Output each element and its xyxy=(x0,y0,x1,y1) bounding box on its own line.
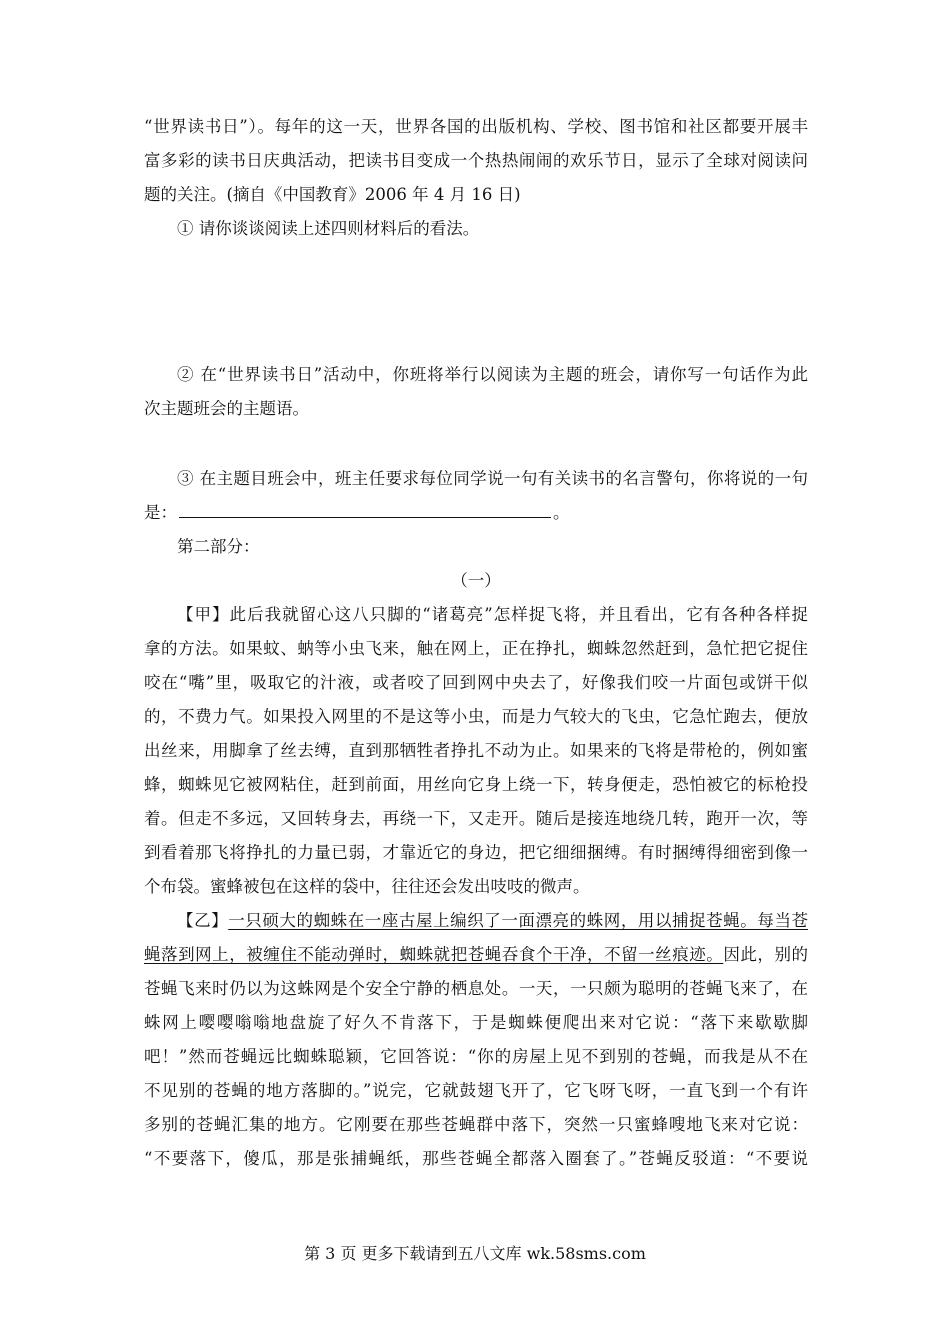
passage-jia-line: 出丝来，用脚拿了丝去缚，直到那牺牲者挣扎不动为止。如果来的飞将是带枪的，例如蜜 xyxy=(144,741,808,760)
question-2-line: ② 在“世界读书日”活动中，你班将举行以阅读为主题的班会，请你写一句话作为此 xyxy=(177,365,808,384)
passage-jia-line: 到看着那飞将挣扎的力量已弱，才靠近它的身边，把它细细捆缚。有时捆缚得细密到像一 xyxy=(144,843,808,862)
passage-jia-line: 蜂，蜘蛛见它被网粘住，赶到前面，用丝向它身上绕一下，转身便走，恐怕被它的标枪投 xyxy=(144,775,808,794)
question-3-line: ③ 在主题目班会中，班主任要求每位同学说一句有关读书的名言警句，你将说的一句 xyxy=(177,469,808,488)
question-3-suffix: 。 xyxy=(553,503,570,522)
passage-jia-line: 拿的方法。如果蚊、蚋等小虫飞来，触在网上，正在挣扎，蜘蛛忽然赶到，急忙把它捉住 xyxy=(144,639,808,658)
text-line: “世界读书日”）。每年的这一天，世界各国的出版机构、学校、图书馆和社区都要开展丰 xyxy=(144,117,808,136)
page-footer: 第 3 页 更多下载请到五八文库 wk.58sms.com xyxy=(304,1244,646,1263)
passage-yi-label: 【乙】 xyxy=(177,911,229,930)
text-line: 题的关注。(摘自《中国教育》2006 年 4 月 16 日) xyxy=(144,185,521,204)
passage-yi-line: 吧！”然而苍蝇远比蜘蛛聪颖，它回答说：“你的房屋上见不到别的苍蝇，而我是从不在 xyxy=(144,1047,808,1066)
passage-jia-line: 咬在“嘴”里，吸取它的汁液，或者咬了回到网中央去了，好像我们咬一片面包或饼干似 xyxy=(144,673,808,692)
answer-space xyxy=(144,426,808,444)
passage-yi-line: 苍蝇飞来时仍以为这蛛网是个安全宁静的栖息处。一天，一只颇为聪明的苍蝇飞来了，在 xyxy=(144,979,808,998)
passage-yi-line: 多别的苍蝇汇集的地方。它刚要在那些苍蝇群中落下，突然一只蜜蜂嗖地飞来对它说： xyxy=(144,1115,808,1134)
passage-jia-line: 的，不费力气。如果投入网里的不是这等小虫，而是力气较大的飞虫，它急忙跑去，便放 xyxy=(144,707,808,726)
section-title: （一） xyxy=(451,571,501,590)
passage-yi-line xyxy=(144,904,808,938)
passage-jia-line: 着。但走不多远，又回转身去，再绕一下，又走开。随后是接连地绕几转，跑开一次，等 xyxy=(144,809,808,828)
answer-space xyxy=(144,302,808,358)
part-two-label: 第二部分： xyxy=(177,537,260,556)
passage-yi-line: 不见别的苍蝇的地方落脚的。”说完，它就鼓翅飞开了，它飞呀飞呀，一直飞到一个有许 xyxy=(144,1081,808,1100)
question-3-answer-line xyxy=(144,496,808,530)
question-3-prefix: 是： xyxy=(144,503,177,522)
passage-yi-line xyxy=(144,938,808,972)
document-body xyxy=(144,110,808,1176)
question-2-line: 次主题班会的主题语。 xyxy=(144,399,309,418)
answer-space xyxy=(144,246,808,302)
answer-blank[interactable] xyxy=(179,499,551,518)
passage-yi-line: 蛛网上嘤嘤嗡嗡地盘旋了好久不肯落下，于是蜘蛛便爬出来对它说：“落下来歇歇脚 xyxy=(144,1013,808,1032)
passage-jia-line: 个布袋。蜜蜂被包在这样的袋中，往往还会发出吱吱的微声。 xyxy=(144,877,590,896)
text-line: 富多彩的读书日庆典活动，把读书目变成一个热热闹闹的欢乐节日，显示了全球对阅读问 xyxy=(144,151,808,170)
underlined-sentence: 蝇落到网上，被缠住不能动弹时，蜘蛛就把苍蝇吞食个干净，不留一丝痕迹。 xyxy=(144,945,724,964)
passage-jia-line: 【甲】此后我就留心这八只脚的“诸葛亮”怎样捉飞将，并且看出，它有各种各样捉 xyxy=(177,605,808,624)
underlined-sentence: 一只硕大的蜘蛛在一座古屋上编织了一面漂亮的蛛网，用以捕捉苍蝇。每当苍 xyxy=(228,911,808,930)
passage-yi-text: 因此，别的 xyxy=(723,945,808,964)
passage-yi-line: “不要落下，傻瓜，那是张捕蝇纸，那些苍蝇全都落入圈套了。”苍蝇反驳道：“不要说 xyxy=(144,1149,808,1168)
question-1: ① 请你谈谈阅读上述四则材料后的看法。 xyxy=(177,219,480,238)
answer-space xyxy=(144,444,808,462)
